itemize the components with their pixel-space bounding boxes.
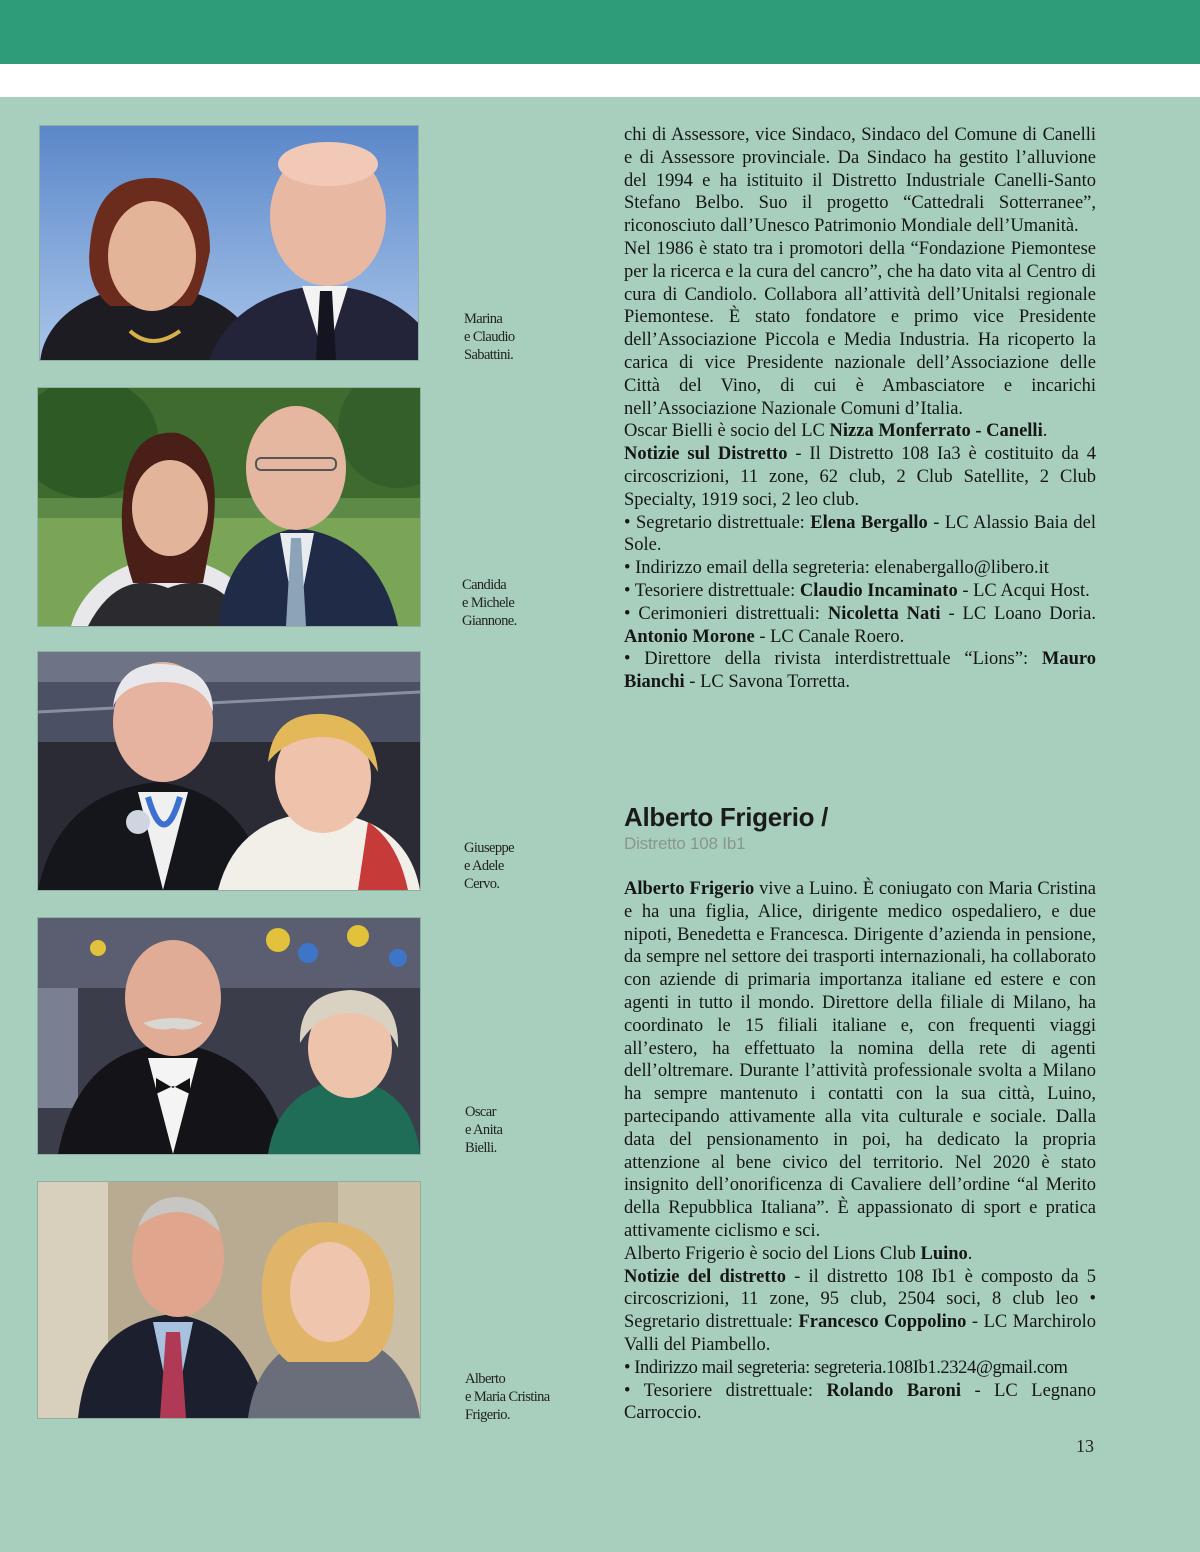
caption-giannone <box>462 576 582 630</box>
caption-frigerio <box>465 1370 585 1424</box>
list-item: • Indirizzo mail segreteria: segreteria.108Ib1.2324@gmail.com <box>624 1357 1068 1378</box>
paragraph: chi di Assessore, vice Sindaco, Sindaco del Comune di Canelli e di Assessore provinciale. Da Sindaco ha gestito l’alluvione del 1994 e ha istituito il Distretto Industriale Canelli-Santo Stefano Belbo. Suo il progetto “Cattedrali Sotterranee”, riconosciuto dall’Unesco Patrimonio Mondiale dell’Umanità. <box>624 125 1096 237</box>
caption-line: e Anita <box>465 1122 503 1138</box>
district-news: Notizie sul Distretto - Il Distretto 108 Ia3 è costituito da 4 circoscrizioni, 11 zone, 62 club, 2 Club Satellite, 2 Club Specialty, 1919 soci, 2 leo club. <box>624 444 1097 510</box>
caption-sabattini <box>464 310 584 364</box>
caption-line: Candida <box>462 577 507 593</box>
district-news: Notizie del distretto - il distretto 108 Ib1 è composto da 5 circoscrizioni, 11 zone, 95 club, 2504 soci, 8 club leo • Segretario distrettuale: Francesco Coppolino - LC Marchirolo Valli del Piambello. <box>624 1266 1097 1355</box>
photo-cervo <box>38 652 420 890</box>
list-item: • Tesoriere distrettuale: Rolando Baroni - LC Legnano Carroccio. <box>624 1380 1096 1424</box>
section-title: Alberto Frigerio / <box>624 802 829 832</box>
caption-cervo <box>464 839 584 893</box>
header-bar <box>0 0 1200 64</box>
photo-giannone <box>38 388 420 626</box>
article-frigerio-text <box>624 878 1096 1425</box>
caption-line: e Claudio <box>464 329 515 345</box>
paragraph: Alberto Frigerio vive a Luino. È coniugato con Maria Cristina e ha una figlia, Alice, dirigente medico ospedaliero, e due nipoti, Benedetta e Francesca. Dirigente d’azienda in pensione, da sempre nel settore dei trasporti internazionali, ha collaborato con aziende di primaria importanza italiane ed estere e con agenti in tutto il mondo. Direttore della filiale di Milano, ha coordinato le 15 filiali italiane e, con frequenti viaggi all’estero, ha effettuato la nomina della rete di agenti dell’oltremare. Durante l’attività professionale svolta a Milano ha sempre mantenuto i contatti con la sua città, Luino, partecipando attivamente alla vita culturale e sociale. Dalla data del pensionamento in poi, ha dedicato la propria attenzione al bene civico del territorio. Nel 2020 è stato insignito dell’onorificenza di Cavaliere dell’ordine “al Merito della Repubblica Italiana”. È appassionato di sport e pratica attivamente ciclismo e sci. <box>624 879 1096 1241</box>
paragraph: Oscar Bielli è socio del LC Nizza Monferrato - Canelli. <box>624 421 1048 442</box>
caption-line: Alberto <box>465 1371 506 1387</box>
caption-bielli <box>465 1103 585 1157</box>
caption-line: Marina <box>464 311 503 327</box>
page-number: 13 <box>1076 1436 1094 1456</box>
caption-line: Oscar <box>465 1104 496 1120</box>
caption-line: Sabattini. <box>464 347 514 363</box>
list-item: • Tesoriere distrettuale: Claudio Incaminato - LC Acqui Host. <box>624 580 1090 601</box>
caption-line: e Maria Cristina <box>465 1389 550 1405</box>
caption-line: Giuseppe <box>464 840 514 856</box>
section-subtitle: Distretto 108 Ib1 <box>624 834 746 853</box>
list-item: • Direttore della rivista interdistrettuale “Lions”: Mauro Bianchi - LC Savona Torretta. <box>624 649 1096 693</box>
paragraph: Nel 1986 è stato tra i promotori della “Fondazione Piemontese per la ricerca e la cura del cancro”, che ha dato vita al Centro di cura di Candiolo. Collabora all’attività dell’Unitalsi regionale Piemontese. È stato fondatore e primo vice Presidente dell’Associazione Piccola e Media Industria. Ha ricoperto la carica di vice Presidente nazionale dell’Associazione delle Città del Vino, di cui è Ambasciatore e incarichi nell’Associazione Nazionale Comuni d’Italia. <box>624 238 1096 419</box>
article-bielli-text <box>624 124 1096 694</box>
photo-sabattini <box>40 126 418 360</box>
caption-line: e Michele <box>462 595 515 611</box>
paragraph: Alberto Frigerio è socio del Lions Club Luino. <box>624 1243 973 1264</box>
caption-line: e Adele <box>464 858 504 874</box>
list-item: • Segretario distrettuale: Elena Bergallo - LC Alassio Baia del Sole. <box>624 512 1096 556</box>
list-item: • Cerimonieri distrettuali: Nicoletta Nati - LC Loano Doria. Antonio Morone - LC Canale Roero. <box>624 603 1096 647</box>
list-item: • Indirizzo email della segreteria: elenabergallo@libero.it <box>624 558 1049 579</box>
photo-frigerio <box>38 1182 420 1418</box>
caption-line: Bielli. <box>465 1140 497 1156</box>
caption-line: Giannone. <box>462 613 517 629</box>
caption-line: Cervo. <box>464 876 500 892</box>
photo-bielli <box>38 918 420 1154</box>
header-band <box>0 64 1200 97</box>
caption-line: Frigerio. <box>465 1407 510 1423</box>
